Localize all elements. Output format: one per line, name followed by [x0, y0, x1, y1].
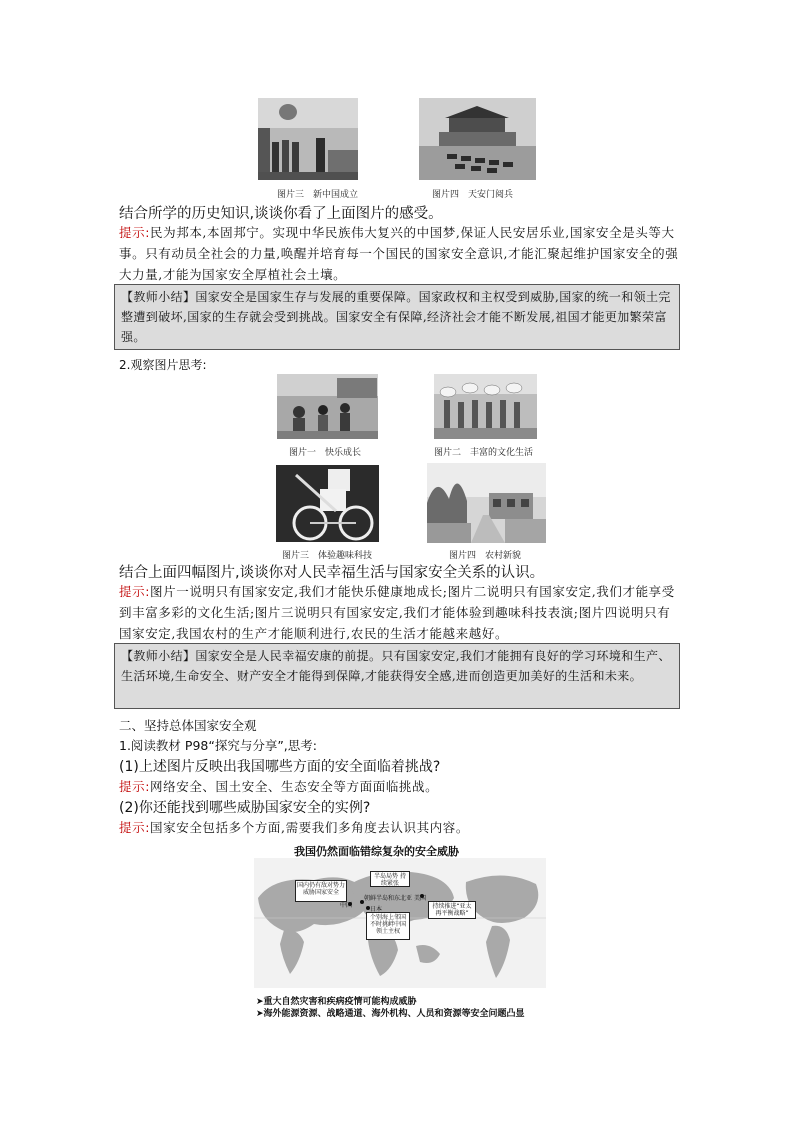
question-history: 结合所学的历史知识,谈谈你看了上面图片的感受。	[119, 206, 443, 222]
hint-happiness	[119, 581, 681, 644]
part-2-sub1: 1.阅读教材 P98“探究与分享”,思考:	[119, 738, 317, 753]
part-2-heading: 二、坚持总体国家安全观	[119, 718, 257, 733]
caption-fun-tech: 图片三 体验趣味科技	[282, 551, 373, 561]
section-2-heading: 2.观察图片思考:	[119, 358, 207, 372]
hint-text: 民为邦本,本固邦宁。实现中华民族伟大复兴的中国梦,保证人民安居乐业,国家安全是头等大事。只有动员全社会的力量,唤醒并培育每一个国民的国家安全意识,才能汇聚起维护国家安全的强大力量,才能为国家安全厚植社会土壤。	[119, 225, 679, 282]
note-peninsula: 半岛局势 持续紧张	[370, 871, 410, 887]
hint-label: 提示:	[119, 225, 151, 240]
hint-q1	[119, 776, 681, 797]
question-q1: (1)上述图片反映出我国哪些方面的安全面临着挑战?	[119, 759, 441, 775]
photo-cultural-life	[434, 374, 537, 439]
photo-tiananmen-parade	[419, 98, 536, 180]
label-korea: 朝鲜半岛和东北亚	[364, 895, 413, 902]
bullet-overseas: ➤海外能源资源、战略通道、海外机构、人员和资源等安全问题凸显	[256, 1009, 525, 1019]
label-usa: 美国	[414, 895, 427, 902]
hint-label: 提示:	[119, 779, 151, 794]
caption-cultural-life: 图片二 丰富的文化生活	[434, 448, 534, 458]
photo-fun-tech	[276, 465, 379, 542]
hint-text: 网络安全、国土安全、生态安全等方面面临挑战。	[150, 779, 439, 794]
caption-rural: 图片四 农村新貌	[449, 551, 522, 561]
caption-happy-growth: 图片一 快乐成长	[289, 448, 362, 458]
note-domestic-threat: 国内仍有敌对势力威胁国家安全	[295, 880, 347, 902]
hint-text: 国家安全包括多个方面,需要我们多角度去认识其内容。	[150, 820, 469, 835]
teacher-summary-2: 【教师小结】国家安全是人民幸福安康的前提。只有国家安定,我们才能拥有良好的学习环境和生产、生活环境,生命安全、财产安全才能得到保障,才能获得安全感,进而创造更加美好的生活和未来。	[114, 643, 680, 709]
question-q2: (2)你还能找到哪些威胁国家安全的实例?	[119, 800, 371, 816]
note-sea-neighbor: 个别海上邻国 不时挑衅中国 领土主权	[366, 912, 410, 940]
photo-happy-growth	[277, 374, 378, 439]
teacher-summary-1: 【教师小结】国家安全是国家生存与发展的重要保障。国家政权和主权受到威胁,国家的统一和领土完整遭到破坏,国家的生存就会受到挑战。国家安全有保障,经济社会才能不断发展,祖国才能更加繁荣富强。	[114, 284, 680, 350]
label-japan: 日本	[370, 906, 383, 913]
photo-founding-ceremony	[258, 98, 358, 180]
note-usa-rebalance: 持续推进“亚太再平衡战略”	[428, 901, 476, 919]
hint-label: 提示:	[119, 820, 151, 835]
bullet-disaster: ➤重大自然灾害和疾病疫情可能构成威胁	[256, 997, 417, 1007]
hint-q2	[119, 817, 681, 838]
hint-text: 图片一说明只有国家安定,我们才能快乐健康地成长;图片二说明只有国家安定,我们才能享受到丰富多彩的文化生活;图片三说明只有国家安定,我们才能体验到趣味科技表演;图片四说明只有国家安定,我国农村的生产才能顺利进行,农民的生活才能越来越好。	[119, 584, 675, 641]
map-title: 我国仍然面临错综复杂的安全威胁	[294, 845, 459, 858]
hint-history	[119, 222, 681, 285]
caption-parade: 图片四 天安门阅兵	[432, 190, 514, 200]
hint-label: 提示:	[119, 584, 151, 599]
photo-rural-new-look	[427, 463, 546, 543]
question-happiness: 结合上面四幅图片,谈谈你对人民幸福生活与国家安全关系的认识。	[119, 565, 545, 581]
label-china: 中国	[340, 902, 353, 909]
caption-founding: 图片三 新中国成立	[277, 190, 359, 200]
